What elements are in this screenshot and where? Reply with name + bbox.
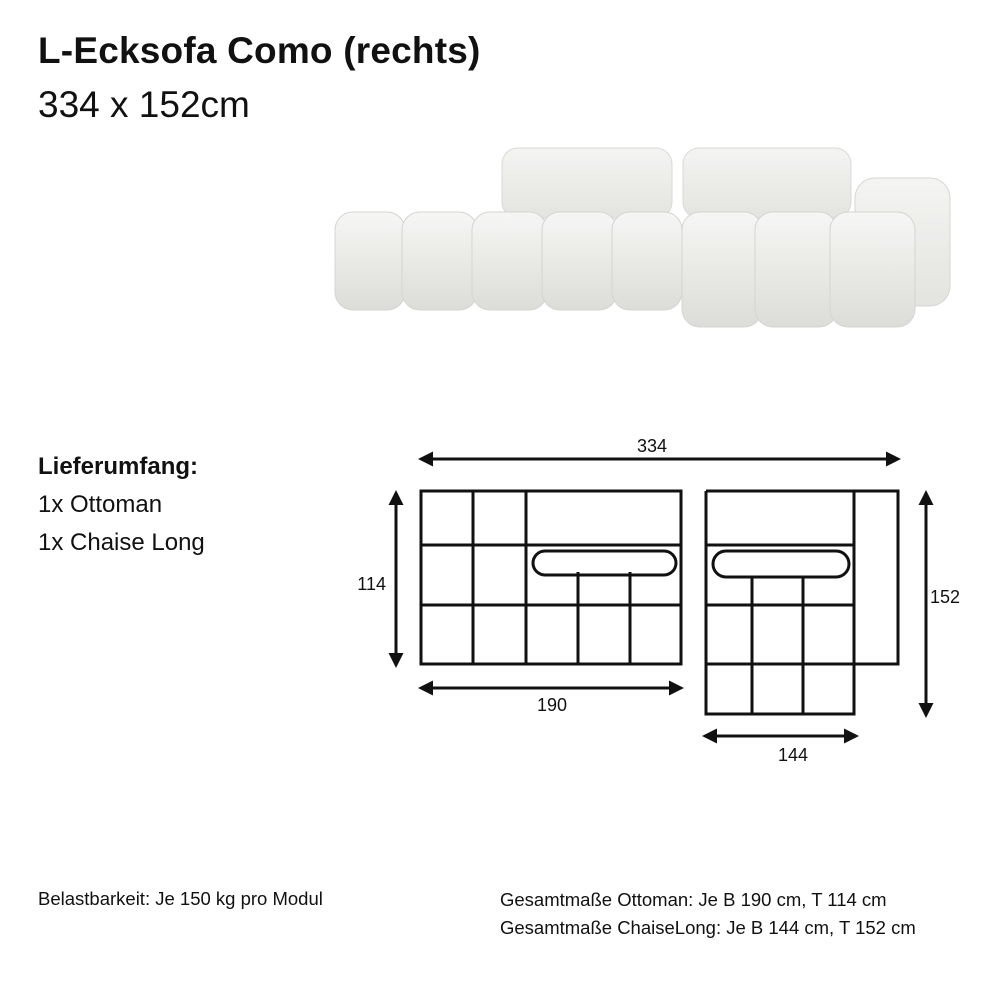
ottoman-outline <box>421 491 681 664</box>
dimension-diagram <box>330 420 990 780</box>
label-ottoman-width: 190 <box>536 695 568 715</box>
delivery-scope <box>38 448 205 562</box>
chaise-backrest <box>713 551 849 577</box>
label-total-width: 334 <box>636 436 668 456</box>
dims-ottoman: Gesamtmaße Ottoman: Je B 190 cm, T 114 cm <box>500 889 887 910</box>
label-ottoman-depth: 114 <box>357 574 386 594</box>
label-chaise-depth: 152 <box>930 587 961 607</box>
load-capacity: Belastbarkeit: Je 150 kg pro Modul <box>38 888 323 909</box>
delivery-heading: Lieferumfang: <box>38 453 199 480</box>
product-size: 334 x 152cm <box>38 84 250 125</box>
dims-chaise: Gesamtmaße ChaiseLong: Je B 144 cm, T 152 cm <box>500 917 916 938</box>
overall-dimensions <box>500 886 916 942</box>
product-title: L-Ecksofa Como (rechts) <box>38 30 481 71</box>
label-chaise-width: 144 <box>777 745 809 765</box>
delivery-item-chaise: 1x Chaise Long <box>38 529 205 556</box>
ottoman-backrest <box>533 551 676 575</box>
sofa-image <box>330 140 955 340</box>
delivery-item-ottoman: 1x Ottoman <box>38 491 163 518</box>
